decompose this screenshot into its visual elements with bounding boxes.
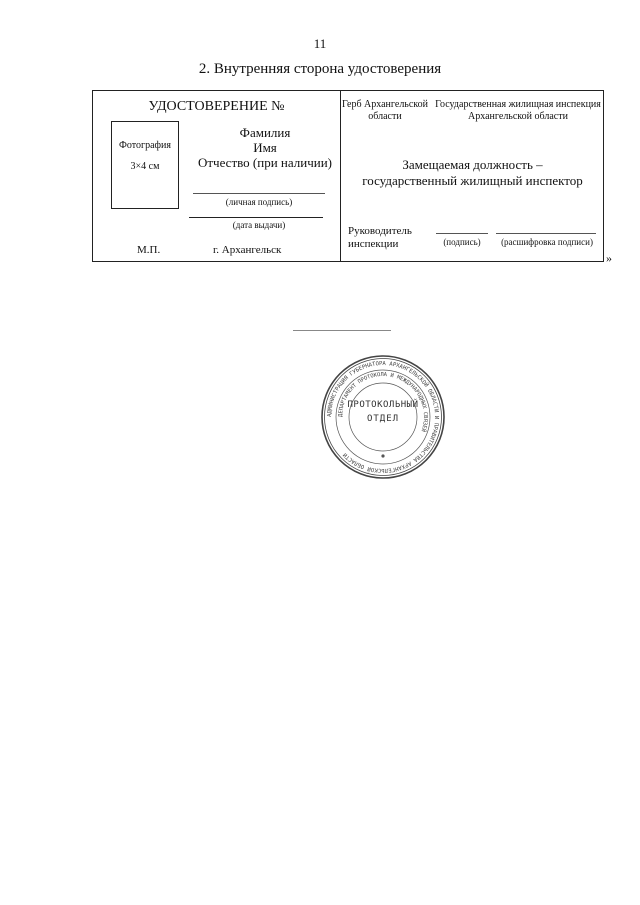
issue-date-line [189, 217, 323, 218]
stamp-inner-text: ДЕПАРТАМЕНТ ПРОТОКОЛА И МЕЖДУНАРОДНЫХ СВЯЗЕЙ [337, 371, 429, 433]
official-stamp [320, 354, 446, 480]
personal-signature-caption: (личная подпись) [225, 197, 293, 207]
patronymic-field: Отчество (при наличии) [197, 155, 332, 170]
head-label [348, 225, 412, 251]
page-number: 11 [313, 36, 327, 51]
position-line-1: Замещаемая должность – [402, 157, 543, 172]
closing-quote: » [606, 251, 612, 265]
issue-date-caption: (дата выдачи) [232, 220, 286, 230]
organization-text: Государственная жилищная инспекция Архангельской области [435, 99, 601, 122]
head-decryption-line [496, 233, 596, 234]
head-label-line-2: инспекции [348, 238, 399, 250]
separator-line [293, 330, 391, 331]
seal-place-mark: М.П. [137, 244, 161, 256]
issue-city: г. Архангельск [213, 244, 282, 256]
photo-placeholder [111, 121, 179, 209]
organization-name [433, 99, 603, 123]
head-signature-line [436, 233, 488, 234]
photo-label: Фотография [119, 140, 171, 151]
section-title: 2. Внутренняя сторона удостоверения [198, 61, 442, 77]
first-name-field: Имя [253, 140, 277, 155]
emblem-text: Герб Архангельской области [341, 99, 429, 122]
surname-field: Фамилия [239, 125, 291, 140]
stamp-center-line-1: ПРОТОКОЛЬНЫЙ [347, 400, 419, 410]
head-signature-caption: (подпись) [443, 237, 481, 247]
certificate-card [92, 90, 604, 262]
head-decryption-caption: (расшифровка подписи) [501, 237, 593, 247]
certificate-title: УДОСТОВЕРЕНИЕ № [148, 99, 285, 114]
stamp-outer-text: АДМИНИСТРАЦИЯ ГУБЕРНАТОРА АРХАНГЕЛЬСКОЙ ОБЛАСТИ И ПРАВИТЕЛЬСТВА АРХАНГЕЛЬСКОЙ ОБЛАСТИ [326, 360, 440, 474]
stamp-center-line-2: ОТДЕЛ [366, 414, 400, 424]
position-block [340, 157, 605, 189]
emblem-placeholder [340, 99, 430, 123]
head-label-line-1: Руководитель [348, 225, 412, 237]
photo-size: 3×4 см [130, 161, 160, 172]
personal-signature-line [193, 193, 325, 194]
position-line-2: государственный жилищный инспектор [362, 173, 583, 188]
